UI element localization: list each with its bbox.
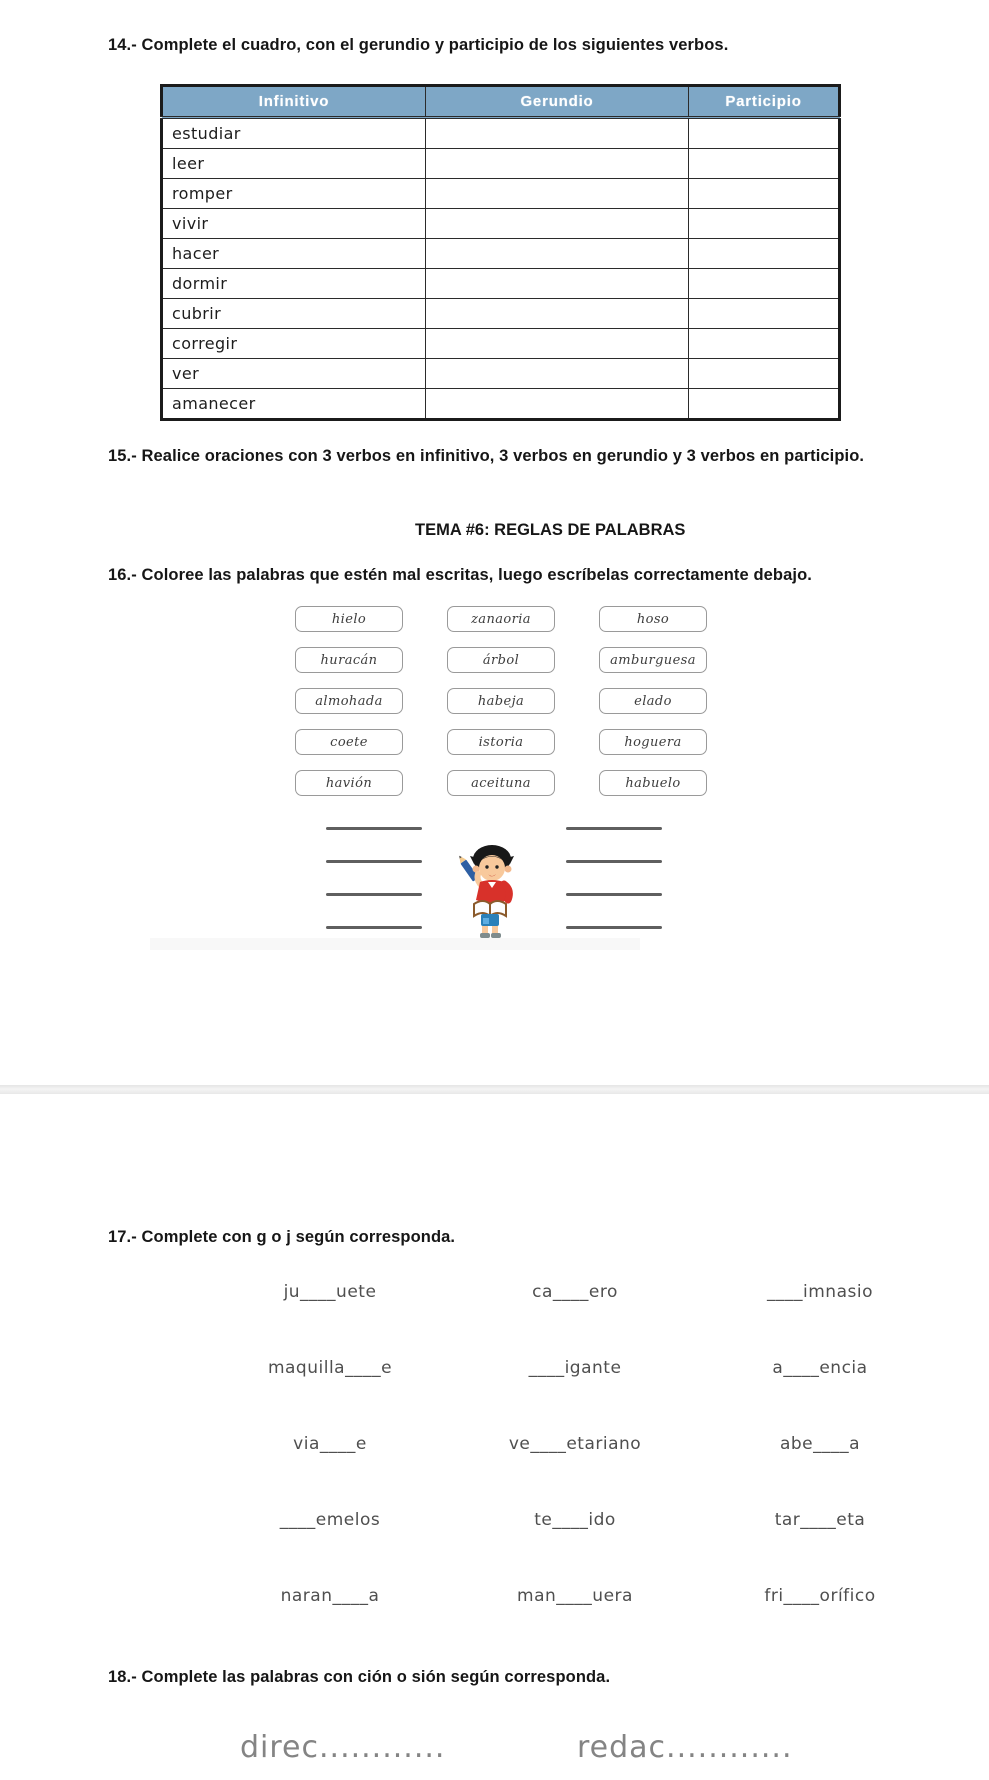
exercise-18-heading: 18.- Complete las palabras con ción o sión según corresponda. <box>108 1668 611 1686</box>
participio-cell-empty <box>689 149 840 179</box>
word-box <box>447 770 555 796</box>
participio-cell-empty <box>689 118 840 149</box>
word-box <box>447 606 555 632</box>
completion-word: redac............ <box>577 1730 793 1765</box>
writing-line <box>566 827 662 830</box>
gerundio-cell-empty <box>426 179 689 209</box>
fill-word: via____e <box>293 1434 367 1454</box>
writing-line <box>566 926 662 929</box>
writing-line <box>326 926 422 929</box>
tema-title: TEMA #6: REGLAS DE PALABRAS <box>415 521 686 539</box>
word-box-label: habuelo <box>625 775 681 791</box>
fill-word: abe____a <box>779 1434 861 1454</box>
verb-cell: corregir <box>162 329 426 359</box>
participio-cell-empty <box>689 239 840 269</box>
gerundio-cell-empty <box>426 269 689 299</box>
word-box-label: istoria <box>478 734 524 750</box>
verb-cell: hacer <box>162 239 426 269</box>
fill-word: maquilla____e <box>267 1358 393 1378</box>
fill-word: te____ido <box>534 1510 616 1530</box>
table-row <box>162 269 840 299</box>
verb-cell: leer <box>162 149 426 179</box>
gerundio-cell-empty <box>426 299 689 329</box>
gerundio-cell-empty <box>426 239 689 269</box>
word-box-label: elado <box>634 693 672 709</box>
gerundio-cell-empty <box>426 329 689 359</box>
gerundio-cell-empty <box>426 209 689 239</box>
verbs-table <box>160 84 841 421</box>
verb-cell: romper <box>162 179 426 209</box>
table-row <box>162 329 840 359</box>
verb-cell: ver <box>162 359 426 389</box>
verb-cell: vivir <box>162 209 426 239</box>
word-box-label: aceituna <box>471 775 531 791</box>
word-box <box>599 606 707 632</box>
table-row <box>162 209 840 239</box>
participio-cell-empty <box>689 329 840 359</box>
word-box-label: almohada <box>315 693 383 709</box>
word-box <box>447 647 555 673</box>
table-header-row <box>162 86 840 118</box>
participio-cell-empty <box>689 359 840 389</box>
verb-cell: cubrir <box>162 299 426 329</box>
gerundio-cell-empty <box>426 149 689 179</box>
column-header-infinitivo: Infinitivo <box>162 86 426 118</box>
table-row <box>162 149 840 179</box>
word-box <box>295 729 403 755</box>
g-or-j-words-grid <box>205 1282 945 1610</box>
word-box-label: huracán <box>320 652 378 668</box>
boy-writing-illustration <box>452 842 528 940</box>
table-row <box>162 389 840 420</box>
word-box <box>295 688 403 714</box>
exercise-17-heading: 17.- Complete con g o j según corresponda. <box>108 1228 456 1246</box>
writing-line <box>326 860 422 863</box>
writing-line <box>326 827 422 830</box>
word-box <box>295 770 403 796</box>
participio-cell-empty <box>689 269 840 299</box>
participio-cell-empty <box>689 389 840 420</box>
exercise-15-heading: 15.- Realice oraciones con 3 verbos en infinitivo, 3 verbos en gerundio y 3 verbos en participio. <box>108 447 865 465</box>
word-box <box>599 729 707 755</box>
fill-word: ____emelos <box>279 1510 381 1530</box>
word-box <box>599 688 707 714</box>
word-box-label: hoso <box>636 611 670 627</box>
word-box <box>447 729 555 755</box>
writing-lines-left <box>326 827 422 929</box>
word-box <box>295 647 403 673</box>
table-row <box>162 299 840 329</box>
fill-word: fri____orífico <box>764 1586 876 1606</box>
word-box-label: havión <box>325 775 373 791</box>
word-box-label: árbol <box>482 652 520 668</box>
fill-word: ____igante <box>528 1358 622 1378</box>
fill-word: ju____uete <box>283 1282 377 1302</box>
fill-word: naran____a <box>280 1586 380 1606</box>
verb-cell: dormir <box>162 269 426 299</box>
word-box-label: hielo <box>331 611 367 627</box>
verb-cell: estudiar <box>162 118 426 149</box>
word-box <box>295 606 403 632</box>
table-row <box>162 359 840 389</box>
word-box <box>599 647 707 673</box>
gerundio-cell-empty <box>426 389 689 420</box>
word-box-label: hoguera <box>624 734 682 750</box>
clipart-bottom-shadow <box>150 938 640 950</box>
fill-word: ca____ero <box>532 1282 618 1302</box>
participio-cell-empty <box>689 179 840 209</box>
fill-word: ____imnasio <box>767 1282 873 1302</box>
gerundio-cell-empty <box>426 359 689 389</box>
word-box-label: zanaoria <box>471 611 531 627</box>
gerundio-cell-empty <box>426 118 689 149</box>
misspelled-words-grid <box>295 606 707 796</box>
table-row <box>162 179 840 209</box>
writing-line <box>326 893 422 896</box>
writing-lines-right <box>566 827 662 929</box>
word-box-label: habeja <box>477 693 525 709</box>
page-divider <box>0 1085 989 1094</box>
verb-cell: amanecer <box>162 389 426 420</box>
word-box-label: coete <box>330 734 368 750</box>
fill-word: a____encia <box>772 1358 868 1378</box>
column-header-gerundio: Gerundio <box>426 86 689 118</box>
fill-word: tar____eta <box>774 1510 866 1530</box>
word-box <box>447 688 555 714</box>
fill-word: man____uera <box>517 1586 633 1606</box>
exercise-16-heading: 16.- Coloree las palabras que estén mal escritas, luego escríbelas correctamente debajo. <box>108 566 812 584</box>
word-box <box>599 770 707 796</box>
fill-word: ve____etariano <box>508 1434 642 1454</box>
exercise-14-heading: 14.- Complete el cuadro, con el gerundio y participio de los siguientes verbos. <box>108 36 729 54</box>
table-row <box>162 118 840 149</box>
completion-word: direc............ <box>240 1730 446 1765</box>
column-header-participio: Participio <box>689 86 840 118</box>
word-box-label: amburguesa <box>610 652 696 668</box>
table-row <box>162 239 840 269</box>
writing-line <box>566 893 662 896</box>
participio-cell-empty <box>689 209 840 239</box>
participio-cell-empty <box>689 299 840 329</box>
writing-line <box>566 860 662 863</box>
